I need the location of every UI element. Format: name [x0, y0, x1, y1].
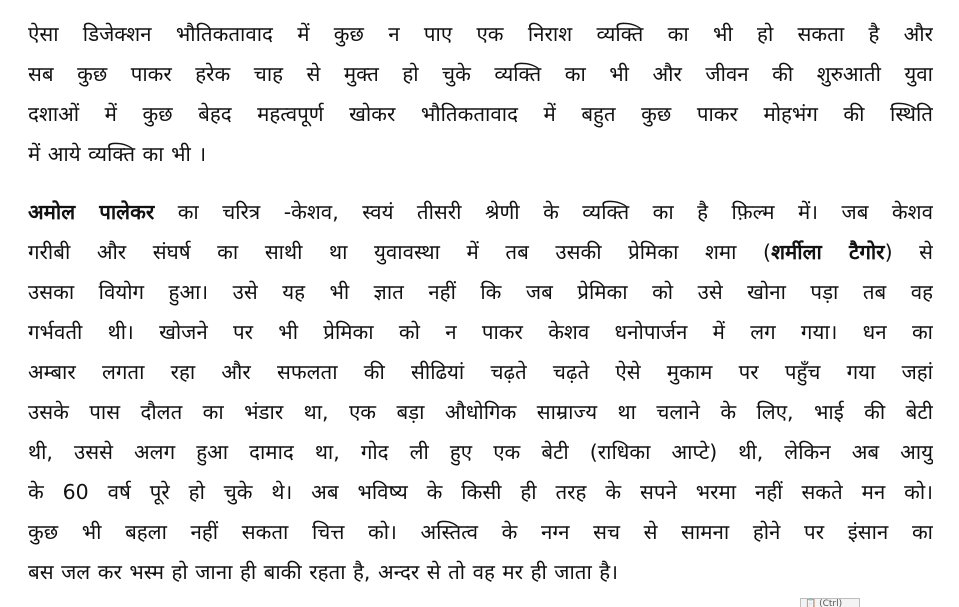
actress-name: शर्मीला टैगोर [771, 240, 885, 264]
paragraph-2-line-10: बस जल कर भस्म हो जाना ही बाकी रहता है, अन्दर से तो वह मर ही जाता है। [28, 560, 618, 584]
paragraph-1-line-4: में आये व्यक्ति का भी । [28, 142, 207, 166]
paragraph-2-line-3: उसका वियोग हुआ। उसे यह भी ज्ञात नहीं कि जब प्रेमिका को उसे खोना पड़ा तब वह [28, 280, 933, 304]
document-body [28, 14, 933, 592]
clipboard-icon: 📋 [805, 599, 817, 607]
paragraph-2-line-2-end: ) से [884, 240, 933, 264]
paragraph-1 [28, 14, 933, 174]
paragraph-1-line-1: ऐसा डिजेक्शन भौतिकतावाद में कुछ न पाए एक निराश व्यक्ति का भी हो सकता है और [28, 22, 933, 46]
paragraph-2-line-5: अम्बार लगता रहा और सफलता की सीढियां चढ़ते चढ़ते ऐसे मुकाम पर पहुँच गया जहां [28, 360, 933, 384]
paragraph-2-line-8: के 60 वर्ष पूरे हो चुके थे। अब भविष्य के किसी ही तरह के सपने भरमा नहीं सकते मन को। [28, 480, 933, 504]
paragraph-2 [28, 192, 933, 592]
paragraph-2-line-2-start: गरीबी और संघर्ष का साथी था युवावस्था में तब उसकी प्रेमिका शमा ( [28, 240, 772, 264]
paragraph-2-line-2 [28, 232, 933, 272]
paragraph-2-line-1-text: का चरित्र -केशव, स्वयं तीसरी श्रेणी के व्यक्ति का है फ़िल्म में। जब केशव [154, 200, 933, 224]
paragraph-2-line-1 [28, 192, 933, 232]
paste-options-button[interactable] [800, 598, 860, 607]
paragraph-1-line-2: सब कुछ पाकर हरेक चाह से मुक्त हो चुके व्यक्ति का भी और जीवन की शुरुआती युवा [28, 62, 933, 86]
paragraph-spacer [28, 174, 933, 192]
paragraph-2-line-6: उसके पास दौलत का भंडार था, एक बड़ा औधोगिक साम्राज्य था चलाने के लिए, भाई की बेटी [28, 400, 933, 424]
actor-name: अमोल पालेकर [28, 200, 155, 224]
paragraph-1-line-3: दशाओं में कुछ बेहद महत्वपूर्ण खोकर भौतिकतावाद में बहुत कुछ पाकर मोहभंग की स्थिति [28, 102, 933, 126]
paragraph-2-line-7: थी, उससे अलग हुआ दामाद था, गोद ली हुए एक बेटी (राधिका आप्टे) थी, लेकिन अब आयु [28, 440, 933, 464]
paste-options-label: (Ctrl) [819, 599, 843, 607]
paragraph-2-line-9: कुछ भी बहला नहीं सकता चित्त को। अस्तित्व के नग्न सच से सामना होने पर इंसान का [28, 520, 933, 544]
paragraph-2-line-4: गर्भवती थी। खोजने पर भी प्रेमिका को न पाकर केशव धनोपार्जन में लग गया। धन का [28, 320, 933, 344]
